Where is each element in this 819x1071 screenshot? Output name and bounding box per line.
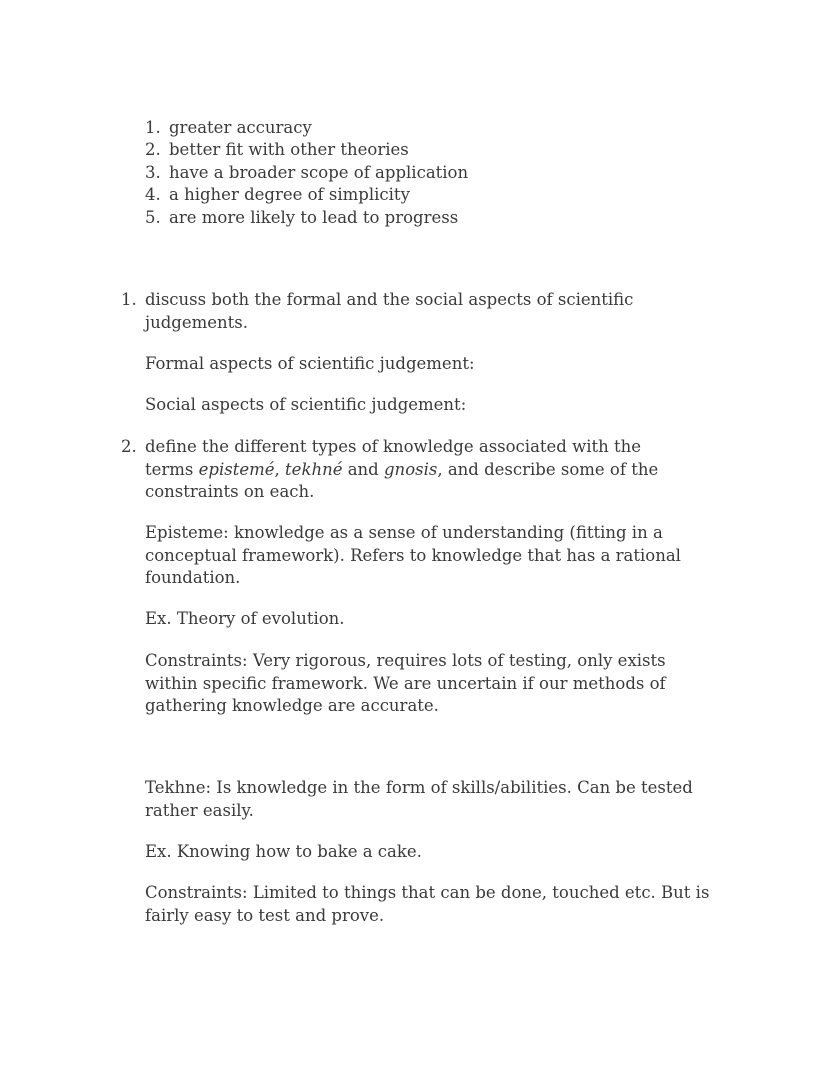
episteme-example: Ex. Theory of evolution. <box>145 609 345 628</box>
social-aspects-heading: Social aspects of scientific judgement: <box>145 395 467 414</box>
list-number: 3. <box>145 163 161 182</box>
list-item <box>145 117 312 140</box>
term-episteme: epistemé <box>198 459 275 479</box>
list-item <box>145 162 469 185</box>
list-item <box>145 207 459 230</box>
tekhne-example: Ex. Knowing how to bake a cake. <box>145 842 422 861</box>
term-tekhne: tekhné <box>285 459 343 479</box>
tekhne-constraints: Constraints: Limited to things that can be done, touched etc. But is fairly easy to test and prove. <box>145 883 710 925</box>
formal-aspects-heading: Formal aspects of scientific judgement: <box>145 354 475 373</box>
term-gnosis: gnosis <box>384 459 438 479</box>
list-item <box>145 139 409 162</box>
list-text: better fit with other theories <box>169 140 409 159</box>
episteme-definition: Episteme: knowledge as a sense of understanding (fitting in a conceptual framework). Refers to knowledge that has a rational foundation. <box>145 523 681 587</box>
list-text: greater accuracy <box>169 118 312 137</box>
list-text: have a broader scope of application <box>169 163 469 182</box>
question-number: 1. <box>121 290 137 309</box>
episteme-constraints: Constraints: Very rigorous, requires lots of testing, only exists within specific framework. We are uncertain if our methods of gathering knowledge are accurate. <box>145 651 666 715</box>
list-item <box>145 184 410 207</box>
question-text: define the different types of knowledge associated with the terms epistemé, tekhné and gnosis, and describe some of the constraints on each. <box>145 437 659 501</box>
tekhne-definition: Tekhne: Is knowledge in the form of skills/abilities. Can be tested rather easily. <box>145 778 693 820</box>
question-text: discuss both the formal and the social aspects of scientific judgements. <box>145 290 634 332</box>
list-text: a higher degree of simplicity <box>169 185 410 204</box>
list-number: 4. <box>145 185 161 204</box>
list-text: are more likely to lead to progress <box>169 208 459 227</box>
list-number: 2. <box>145 140 161 159</box>
list-number: 1. <box>145 118 161 137</box>
question-number: 2. <box>121 437 137 456</box>
list-number: 5. <box>145 208 161 227</box>
